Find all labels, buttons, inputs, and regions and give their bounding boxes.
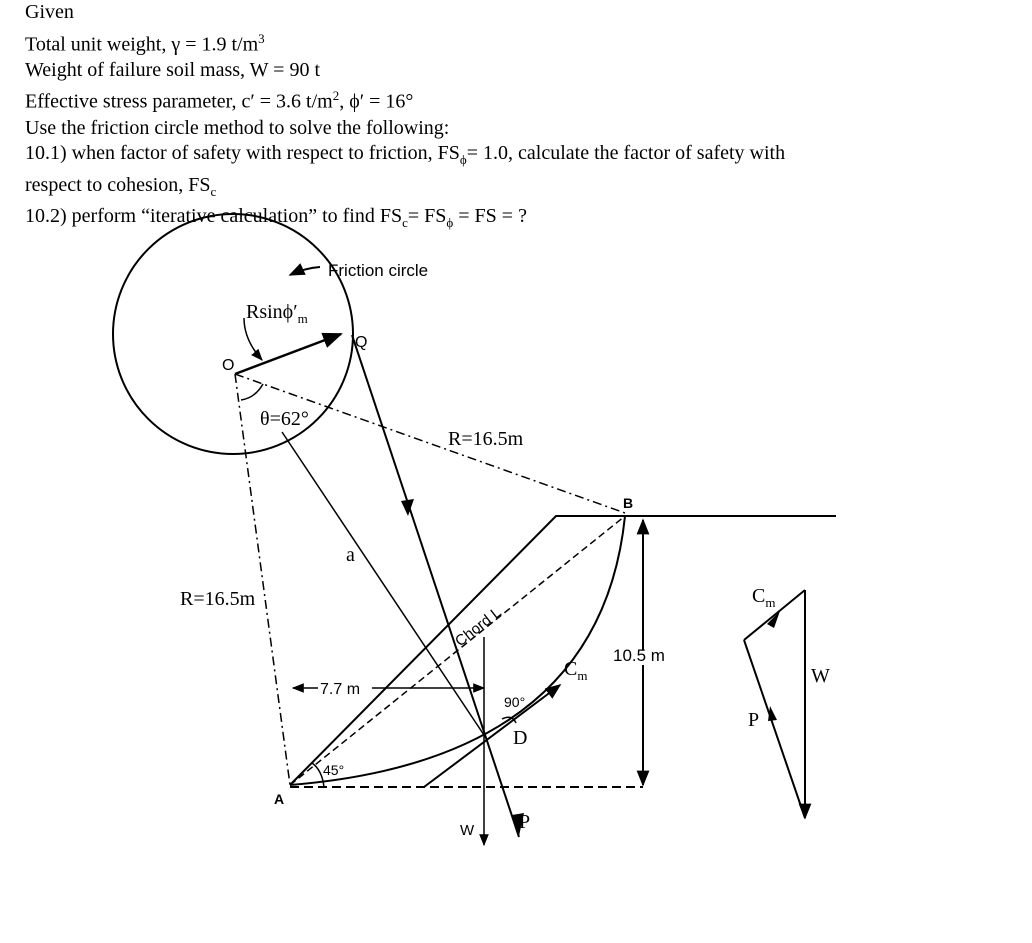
oq-line [235, 334, 341, 374]
radius-top-label: R=16.5m [448, 428, 524, 450]
effective-exponent: 2 [332, 88, 340, 104]
q1b-sub: c [210, 183, 217, 199]
q2-s1: c [402, 215, 408, 231]
a-label: a [346, 544, 355, 566]
q1-sub: ϕ [459, 152, 467, 168]
cm-sub: m [577, 668, 588, 683]
q2-p3: = FS = ? [453, 205, 527, 228]
q2-p1: 10.2) perform “iterative calculation” to find FS [25, 205, 403, 228]
friction-circle-label: Friction circle [328, 261, 429, 280]
point-a-label: A [274, 791, 285, 807]
cm-label [564, 658, 587, 683]
rsin-label [246, 301, 308, 326]
theta-arc [241, 384, 263, 400]
dist-label: 7.7 m [320, 681, 361, 698]
p-force-line [352, 335, 519, 837]
cm-force-line [424, 685, 560, 787]
polygon-p-arrowhead [768, 706, 777, 721]
friction-circle-leader [290, 267, 320, 275]
point-p-label: P [519, 811, 531, 833]
theta-label: θ=62° [260, 408, 309, 430]
radius-ob [235, 374, 625, 513]
height-label: 10.5 m [613, 646, 665, 665]
cm-main: C [564, 658, 578, 680]
ground-surface [290, 516, 836, 785]
point-o-label: O [222, 357, 235, 374]
q1-suffix: = 1.0, calculate the factor of safety with [466, 142, 786, 165]
point-b-label: B [623, 495, 634, 511]
polygon-cm-main: C [752, 585, 766, 607]
q2-p2: = FS [407, 205, 447, 228]
method-line: Use the friction circle method to solve the following: [25, 116, 450, 139]
chord-line [290, 516, 625, 785]
q2-s2: ϕ [446, 215, 454, 231]
unit-weight-text: Total unit weight, γ = 1.9 t/m [25, 33, 259, 56]
polygon-p-label: P [748, 709, 760, 731]
weight-line: Weight of failure soil mass, W = 90 t [25, 58, 320, 81]
radius-oa [235, 374, 290, 785]
w-label: W [460, 822, 475, 839]
rsin-leader [244, 318, 262, 360]
radius-left-label: R=16.5m [180, 588, 256, 610]
line-a [282, 432, 486, 738]
point-d-label: D [513, 727, 528, 749]
rsin-sub: m [297, 311, 308, 326]
rsin-main: Rsinϕ′ [246, 301, 298, 323]
q1-prefix: 10.1) when factor of safety with respect to friction, FS [25, 142, 460, 165]
effective-suffix: , ϕ′ = 16° [339, 91, 414, 114]
given-heading: Given [25, 1, 74, 23]
angle-45-label: 45° [323, 762, 345, 778]
point-q-label: Q [355, 334, 368, 351]
unit-weight-exponent: 3 [258, 30, 265, 46]
polygon-w-label: W [811, 665, 830, 687]
effective-prefix: Effective stress parameter, c′ = 3.6 t/m [25, 91, 333, 114]
q1b-prefix: respect to cohesion, FS [25, 173, 211, 196]
polygon-cm-label [752, 585, 775, 610]
angle-90-label: 90° [504, 694, 526, 710]
polygon-cm-sub: m [765, 595, 776, 610]
friction-circle [113, 214, 353, 454]
chord-label: Chord L [451, 603, 505, 651]
